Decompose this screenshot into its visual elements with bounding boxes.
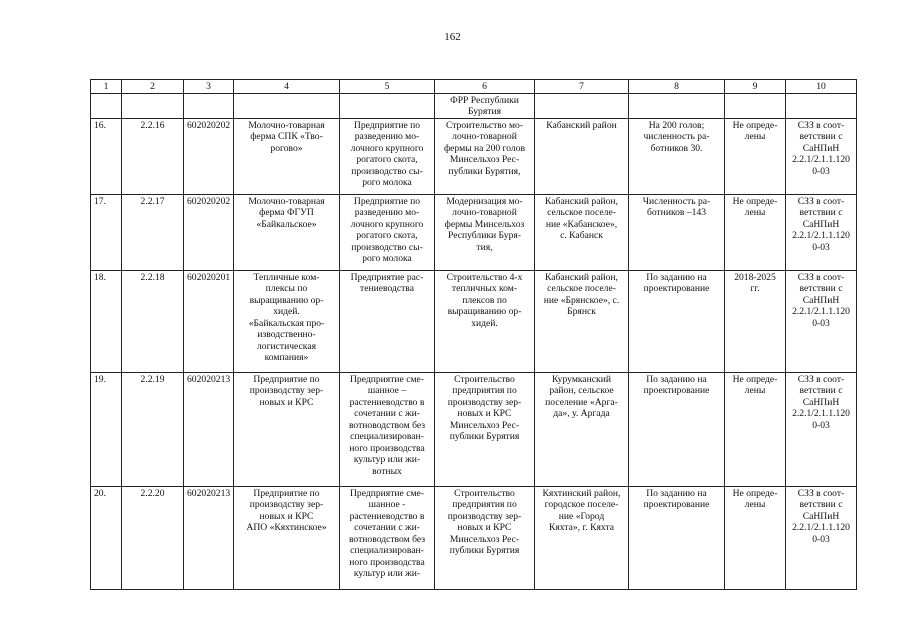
row-purpose: Предприятие сме- шанное - растениеводство в сочетании с жи- вотноводством без специализирован- ного производства культур или жи- bbox=[340, 486, 435, 589]
row-action: Строительство 4-х тепличных ком- плексов по выращиванию ор- хидей. bbox=[435, 270, 535, 372]
row-purpose: Предприятие рас- тениеводства bbox=[340, 270, 435, 372]
header-cell: 10 bbox=[786, 80, 857, 94]
row-code: 2.2.16 bbox=[122, 118, 184, 194]
row-code: 2.2.20 bbox=[122, 486, 184, 589]
row-name: Тепличные ком- плексы по выращиванию ор- хидей. «Байкальская про- изводственно- логистическая компания» bbox=[234, 270, 340, 372]
row-number: 20. bbox=[91, 486, 122, 589]
row-code: 2.2.17 bbox=[122, 194, 184, 270]
row-zone: СЗЗ в соот- ветствии с СаНПиН 2.2.1/2.1.1.120 0-03 bbox=[786, 118, 857, 194]
header-row bbox=[91, 80, 857, 94]
row-number: 18. bbox=[91, 270, 122, 372]
row-location: Кабанский район bbox=[535, 118, 629, 194]
row-zone: СЗЗ в соот- ветствии с СаНПиН 2.2.1/2.1.1.120 0-03 bbox=[786, 270, 857, 372]
header-cell: 7 bbox=[535, 80, 629, 94]
row-name: Предприятие по производству зер- новых и КРС АПО «Кяхтинское» bbox=[234, 486, 340, 589]
row-period: Не опреде- лены bbox=[725, 194, 786, 270]
table-row bbox=[91, 194, 857, 270]
table-row bbox=[91, 270, 857, 372]
header-cell: 4 bbox=[234, 80, 340, 94]
row-id: 602020202 bbox=[184, 194, 234, 270]
row-id: 602020213 bbox=[184, 486, 234, 589]
table-row bbox=[91, 486, 857, 589]
planning-table bbox=[90, 79, 857, 590]
row-name: Молочно-товарная ферма ФГУП «Байкальское» bbox=[234, 194, 340, 270]
row-number: 17. bbox=[91, 194, 122, 270]
row-location: Кабанский район, сельское поселе- ние «Брянское», с. Брянск bbox=[535, 270, 629, 372]
row-zone: СЗЗ в соот- ветствии с СаНПиН 2.2.1/2.1.1.120 0-03 bbox=[786, 194, 857, 270]
row-name: Предприятие по производству зер- новых и КРС bbox=[234, 372, 340, 486]
row-zone: СЗЗ в соот- ветствии с СаНПиН 2.2.1/2.1.1.120 0-03 bbox=[786, 486, 857, 589]
row-action: Строительство мо- лочно-товарной фермы на 200 голов Минсельхоз Рес- публики Бурятия, bbox=[435, 118, 535, 194]
row-number: 16. bbox=[91, 118, 122, 194]
row-params: По заданию на проектирование bbox=[629, 372, 725, 486]
row-period: Не опреде- лены bbox=[725, 486, 786, 589]
row-location: Кяхтинский район, городское поселе- ние «Город Кяхта», г. Кяхта bbox=[535, 486, 629, 589]
row-code: 2.2.18 bbox=[122, 270, 184, 372]
row-period: Не опреде- лены bbox=[725, 118, 786, 194]
table-row bbox=[91, 372, 857, 486]
row-purpose: Предприятие по разведению мо- лочного крупного рогатого скота, производство сы- рого молока bbox=[340, 194, 435, 270]
row-zone: СЗЗ в соот- ветствии с СаНПиН 2.2.1/2.1.1.120 0-03 bbox=[786, 372, 857, 486]
row-location: Курумканский район, сельское поселение «Арга- да», у. Аргада bbox=[535, 372, 629, 486]
row-number: 19. bbox=[91, 372, 122, 486]
row-action: Строительство предприятия по производству зер- новых и КРС Минсельхоз Рес- публики Бурятия bbox=[435, 486, 535, 589]
row-purpose: Предприятие по разведению мо- лочного крупного рогатого скота, производство сы- рого молока bbox=[340, 118, 435, 194]
header-cell: 6 bbox=[435, 80, 535, 94]
row-location: Кабанский район, сельское поселе- ние «Кабанское», с. Кабанск bbox=[535, 194, 629, 270]
row-code: 2.2.19 bbox=[122, 372, 184, 486]
row-period: Не опреде- лены bbox=[725, 372, 786, 486]
continuation-cell: ФРР Республики Бурятия bbox=[435, 93, 535, 118]
row-id: 602020201 bbox=[184, 270, 234, 372]
row-purpose: Предприятие сме- шанное – растениеводство в сочетании с жи- вотноводством без специализирован- ного производства культур или жи- вотных bbox=[340, 372, 435, 486]
header-cell: 1 bbox=[91, 80, 122, 94]
row-id: 602020213 bbox=[184, 372, 234, 486]
header-cell: 8 bbox=[629, 80, 725, 94]
header-cell: 9 bbox=[725, 80, 786, 94]
continuation-row bbox=[91, 93, 857, 118]
row-params: По заданию на проектирование bbox=[629, 270, 725, 372]
row-period: 2018-2025 гг. bbox=[725, 270, 786, 372]
page-number: 162 bbox=[444, 31, 461, 43]
row-params: По заданию на проектирование bbox=[629, 486, 725, 589]
row-id: 602020202 bbox=[184, 118, 234, 194]
row-name: Молочно-товарная ферма СПК «Тво- рогово» bbox=[234, 118, 340, 194]
table-row bbox=[91, 118, 857, 194]
row-params: Численность ра- ботников –143 bbox=[629, 194, 725, 270]
header-cell: 3 bbox=[184, 80, 234, 94]
header-cell: 5 bbox=[340, 80, 435, 94]
header-cell: 2 bbox=[122, 80, 184, 94]
row-action: Строительство предприятия по производству зер- новых и КРС Минсельхоз Рес- публики Бурятия bbox=[435, 372, 535, 486]
row-params: На 200 голов; численность ра- ботников 30. bbox=[629, 118, 725, 194]
row-action: Модернизация мо- лочно-товарной фермы Минсельхоз Республики Буря- тия, bbox=[435, 194, 535, 270]
